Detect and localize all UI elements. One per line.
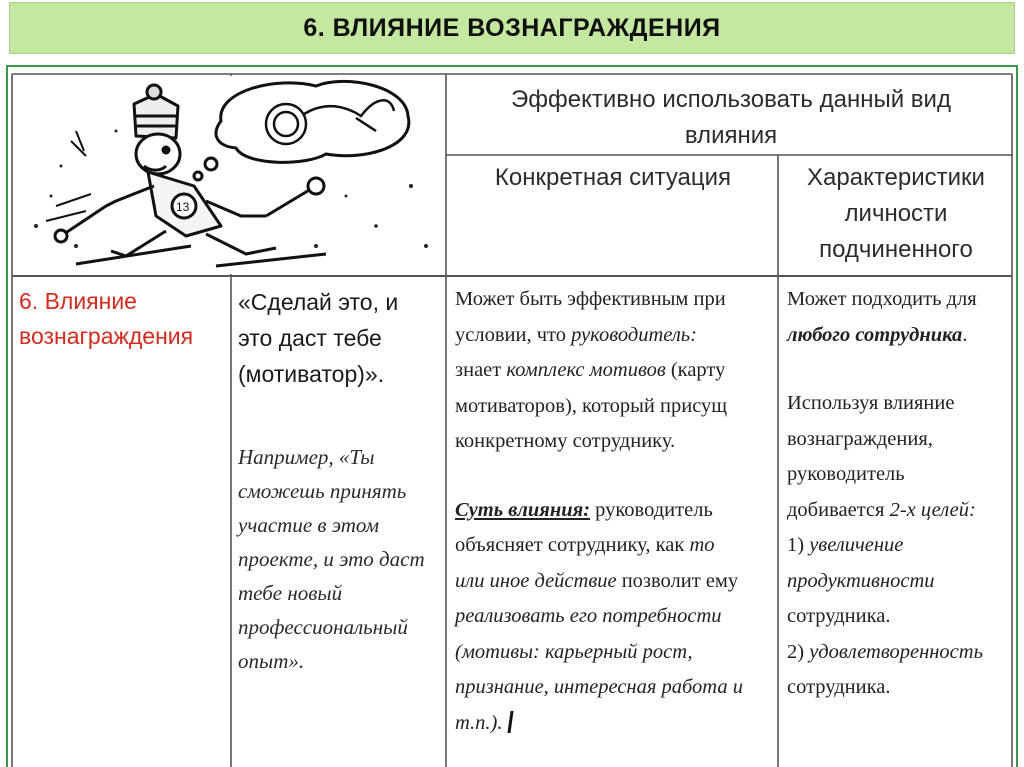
header-effective — [450, 82, 1012, 154]
text-italic: (мотивы: карьерный рост, — [455, 640, 693, 663]
text-italic: или иное действие — [455, 569, 617, 592]
traits-line — [787, 386, 1009, 422]
traits-line — [787, 670, 1009, 706]
situation-line — [455, 670, 767, 706]
text-italic: увеличение — [809, 534, 904, 556]
traits-line — [787, 528, 1009, 564]
text: конкретному сотруднику. — [455, 430, 676, 452]
text-italic: т.п.). — [455, 711, 503, 734]
text: добивается — [787, 498, 890, 521]
influence-type — [19, 284, 224, 354]
header-char-line: подчиненного — [819, 236, 973, 263]
example-line: тебе новый — [238, 581, 343, 605]
example-line: проекте, и это даст — [238, 547, 425, 571]
example-line: участие в этом — [238, 513, 380, 537]
influence-example — [238, 440, 438, 678]
situation-line — [455, 389, 767, 425]
phrase-line: это даст тебе — [238, 325, 382, 351]
influence-phrase — [238, 284, 438, 392]
header-effective-line: Эффективно использовать данный вид — [511, 86, 951, 113]
situation-line — [455, 599, 767, 635]
text: позволит ему — [616, 569, 739, 592]
situation-line — [455, 706, 767, 742]
example-line: профессиональный — [238, 615, 408, 639]
text: руководитель — [590, 498, 713, 521]
situation-line — [455, 318, 767, 354]
traits-line — [787, 493, 1009, 529]
text: Может подходить для — [787, 288, 977, 310]
traits-line — [787, 635, 1009, 671]
text: вознаграждения, — [787, 427, 933, 450]
situation-cell — [455, 282, 767, 741]
situation-line — [455, 564, 767, 600]
text: мотиваторов), который присущ — [455, 394, 728, 417]
spacer — [455, 460, 767, 493]
text: . — [962, 323, 968, 346]
text: Может быть эффективным при — [455, 288, 726, 310]
situation-line — [455, 424, 767, 460]
text-italic: признание, интересная работа и — [455, 676, 743, 698]
text: знает — [455, 359, 507, 381]
skier-cartoon-icon — [16, 76, 442, 274]
example-line: сможешь принять — [238, 479, 407, 503]
svg-text:13: 13 — [176, 200, 190, 214]
traits-line — [787, 599, 1009, 635]
situation-line — [455, 493, 767, 529]
text: объясняет сотруднику, как — [455, 534, 690, 556]
text-bold-italic: любого сотрудника — [787, 323, 963, 346]
text-italic: то — [689, 534, 715, 556]
text-italic: продуктивности — [787, 569, 935, 592]
situation-line — [455, 282, 767, 318]
text-italic: 2-х целей: — [889, 498, 976, 521]
essence-label: Суть влияния: — [455, 498, 591, 521]
text: руководитель — [787, 463, 905, 485]
situation-line — [455, 635, 767, 671]
header-char-line: Характеристики — [807, 164, 985, 191]
header-situation — [450, 160, 776, 196]
text: условии, что — [455, 323, 572, 346]
text-cursor-icon — [507, 711, 513, 733]
text: 1) — [787, 534, 810, 556]
traits-line — [787, 282, 1009, 318]
page-title: 6. ВЛИЯНИЕ ВОЗНАГРАЖДЕНИЯ — [303, 13, 721, 42]
text: сотрудника. — [787, 676, 891, 698]
text-italic: руководитель: — [571, 323, 697, 346]
example-line: опыт». — [238, 649, 305, 673]
influence-type-line: вознаграждения — [19, 323, 194, 349]
header-effective-line: влияния — [684, 122, 778, 149]
phrase-line: (мотиватор)». — [238, 361, 385, 387]
text-italic: реализовать его потребности — [455, 605, 722, 627]
text: сотрудника. — [787, 605, 891, 627]
spacer — [787, 353, 1009, 386]
text: 2) — [787, 640, 810, 663]
header-situation-label: Конкретная ситуация — [494, 164, 732, 191]
situation-line — [455, 528, 767, 564]
traits-line — [787, 564, 1009, 600]
text-italic: комплекс мотивов — [506, 359, 666, 381]
text-italic: удовлетворенность — [809, 640, 983, 663]
example-line: Например, «Ты — [238, 445, 375, 469]
influence-type-line: 6. Влияние — [19, 288, 137, 314]
traits-line — [787, 457, 1009, 493]
phrase-line: «Сделай это, и — [238, 289, 399, 315]
traits-line — [787, 422, 1009, 458]
header-characteristics — [780, 160, 1012, 268]
situation-line — [455, 353, 767, 389]
text: (карту — [665, 359, 726, 381]
traits-line — [787, 318, 1009, 354]
traits-cell — [787, 282, 1009, 706]
header-char-line: личности — [844, 200, 948, 227]
text: Используя влияние — [787, 392, 955, 414]
